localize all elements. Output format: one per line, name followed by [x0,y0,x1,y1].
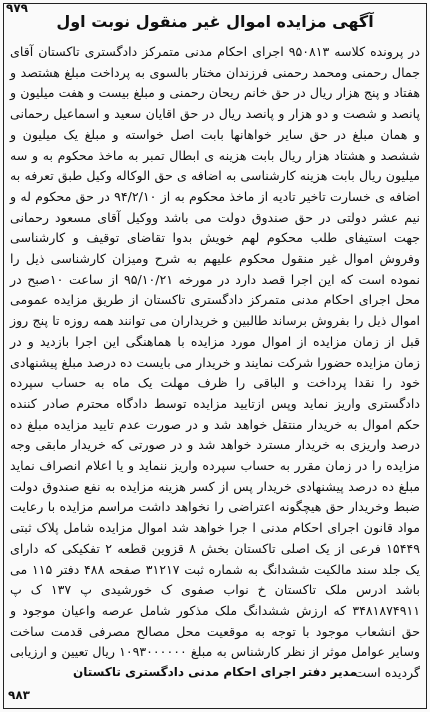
notice-body: در پرونده کلاسه ۹۵۰۸۱۳ اجرای احکام مدنی متمرکز دادگستری تاکستان آقای جمال رحمنی ومحمد رحمنی فرزندان مختار بالسوی به پرداخت مبلغ هشتصد و هفتاد و پنج هزار ریال در حق خانم ریحان رحمنی و مبلغ بیست و هفت میلیون و پانصد و شصت و دو هزار و پانصد ریال در حق اقایان سعید و اسماعیل رحمانی و همان مبلغ در حق سایر خواهانها بابت اصل خواسته و مبلغ یک میلیون و ششصد و هشتاد هزار ریال بابت هزینه ی ابطال تمبر به ماخذ محکوم به و سه میلیون ریال بابت هزینه کارشناسی به اضافه ی حق الوکاله وکیل طبق تعرفه به اضافه ی خسارت تاخیر تادیه از ماخذ محکوم به از ۹۴/۲/۱۰ در حق محکوم له و نیم عشر دولتی در حق صندوق دولت می باشد ووکیل آقای مسعود رحمانی جهت استیفای طلب محکوم لهم خویش بدوا تقاضای توقیف و کارشناسی وفروش اموال غیر منقول محکوم علیهم به شرح ومیزان کارشناسی ذیل را نموده است که این اجرا قصد دارد در مورخه ۹۵/۱۰/۲۱ از ساعت ۱۰صبح در محل اجرای احکام مدنی متمرکز دادگستری تاکستان از طریق مزایده عمومی اموال ذیل را بفروش برساند طالبین و خریداران می توانند همه روزه تا پنج روز قبل از زمان مزایده از اموال مورد مزایده با هماهنگی این اجرا بازدید و در زمان مزایده حضورا شرکت نمایند و خریدار می بایست ده درصد مبلغ پیشنهادی خود را نقدا پرداخت و الباقی را ظرف مهلت یک ماه به حساب سپرده دادگستری واریز نماید وپس ازتایید مزایده توسط دادگاه محترم صادر کننده حکم اموال به خریدار منتقل خواهد شد و در صورت عدم تایید مزایده مبلغ ده درصد واریزی به خریدار مسترد خواهد شد و در صورتی که خریدار مابقی وجه مزایده را در زمان مقرر به حساب سپرده واریز ننماید و یا اعلام انصراف نماید مبلغ ده درصد پیشنهادی خریدار پس از کسر هزینه مزایده به نفع صندوق دولت ضبط وخریدار حق هیچگونه اعتراضی را نخواهد داشت مراسم مزایده با رعایت مواد قانون اجرای احکام مدنی ا جرا خواهد شد اموال مزایده شامل پلاک ثبتی ۱۵۴۴۹ فرعی از یک اصلی تاکستان بخش ۸ قزوین قطعه ۲ تفکیکی که دارای یک جلد سند مالکیت ششدانگ به شماره ثبت ۳۱۲۱۷ صفحه ۴۸۸ دفتر ۱۱۵ می باشد ادرس ملک تاکستان خ نواب صفوی ک خورشیدی پ ۱۳۷ ک پ ۳۴۸۱۸۷۴۹۱۱ که ارزش ششدانگ ملک مذکور شامل عرصه واعیان موجود و حق انشعاب موجود با توجه به موقعیت محل مصالح مصرفی قدمت ساخت وسایر عوامل موثر از نظر کارشناس به مبلغ ۱۰۹۳۰۰۰۰۰۰ ریال تعیین و ارزیابی گردیده است [10,44,421,681]
notice-signature: مدیر دفتر اجرای احکام مدنی دادگستری تاکستان [73,665,357,679]
notice-title: آگهی مزایده اموال غیر منقول نوبت اول [56,12,374,31]
notice-number-top: ۹۷۹ [6,1,28,15]
notice-number-bottom: ۹۸۳ [8,688,30,702]
